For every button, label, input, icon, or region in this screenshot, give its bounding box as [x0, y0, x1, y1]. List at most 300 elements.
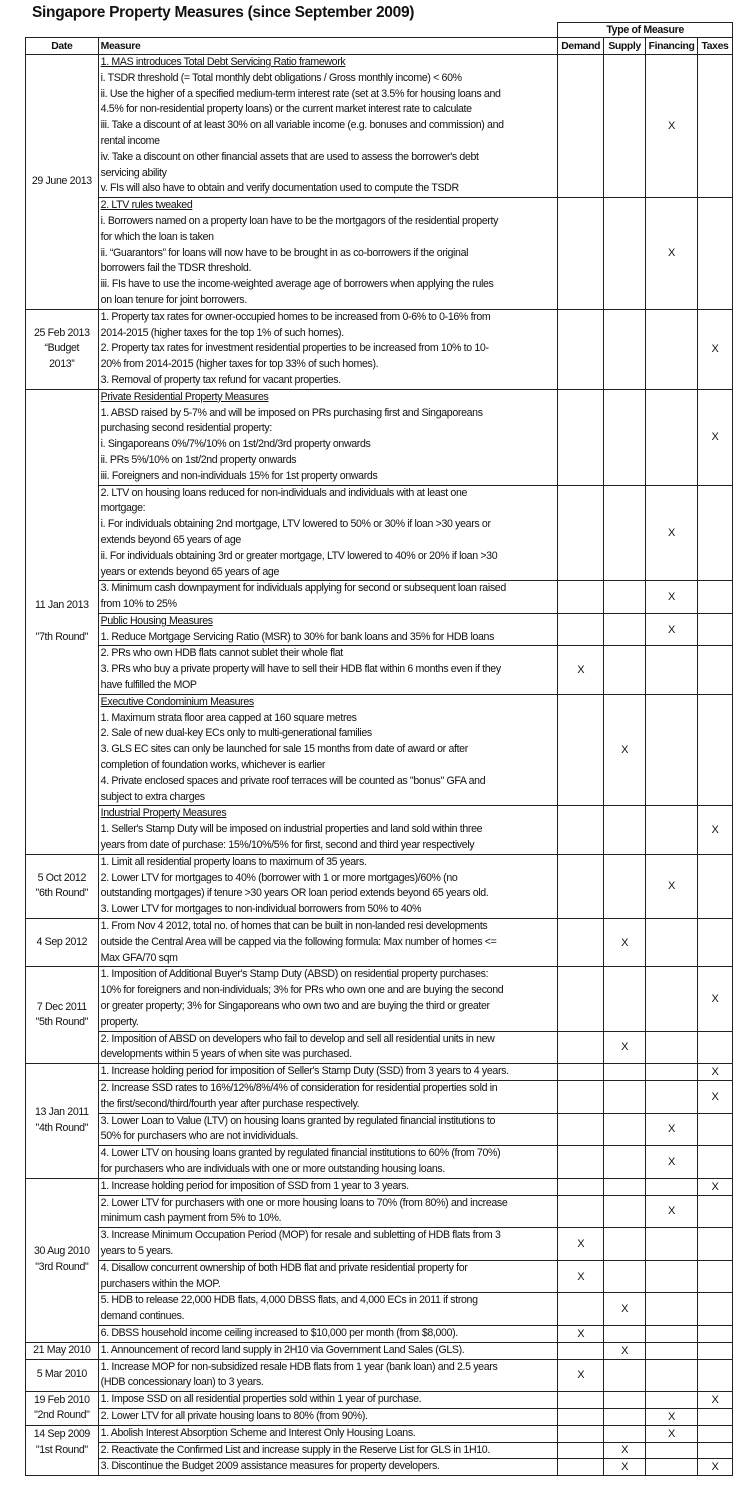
date-cell	[26, 967, 99, 1064]
financing-mark-cell	[646, 1392, 698, 1409]
measure-cell	[98, 1113, 558, 1146]
date-cell	[26, 1064, 99, 1179]
supply-mark-cell	[604, 806, 646, 854]
taxes-mark-cell	[698, 1425, 733, 1442]
measure-heading: Executive Condominium Measures	[100, 695, 254, 708]
financing-mark-cell	[646, 1459, 698, 1476]
taxes-mark-cell	[698, 485, 733, 581]
demand-mark-cell	[558, 1031, 604, 1064]
demand-mark-cell	[558, 1293, 604, 1326]
measure-line: from 10% to 25%	[100, 598, 177, 611]
demand-mark-cell	[558, 1064, 604, 1081]
measure-line: 1. Maximum strata floor area capped at 160 square metres	[100, 711, 357, 724]
taxes-mark-cell	[698, 919, 733, 967]
measure-line: developments within 5 years of when site was purchased.	[100, 1048, 352, 1061]
date-cell	[26, 1178, 99, 1342]
date-cell	[26, 854, 99, 918]
measure-cell	[98, 1293, 558, 1326]
table-row	[26, 613, 733, 646]
taxes-column-header: Taxes	[698, 38, 733, 55]
demand-mark-cell	[558, 967, 604, 1031]
measure-line: years to 5 years.	[100, 1244, 174, 1257]
taxes-mark-cell	[698, 1228, 733, 1261]
measure-line: 1. Property tax rates for owner-occupied homes to be increased from 0-6% to 0-16% from	[100, 310, 491, 323]
table-row	[26, 1325, 733, 1342]
taxes-mark-cell	[698, 1325, 733, 1342]
table-row	[26, 1228, 733, 1261]
measure-line: 3. Lower Loan to Value (LTV) on housing loans granted by regulated financial institutions to	[100, 1114, 496, 1127]
financing-mark-cell	[646, 1442, 698, 1459]
measure-line: 4. Private enclosed spaces and private roof terraces will be counted as "bonus" GFA and	[100, 774, 486, 787]
supply-mark-cell	[604, 1228, 646, 1261]
supply-mark-cell	[604, 198, 646, 310]
measure-line: for which the loan is taken	[100, 230, 214, 243]
table-row	[26, 55, 733, 198]
date-cell	[26, 1392, 99, 1426]
date-label	[26, 1458, 98, 1474]
taxes-mark-cell: X	[698, 1459, 733, 1476]
measure-line: 1. Reduce Mortgage Servicing Ratio (MSR) to 30% for bank loans and 35% for HDB loans	[100, 630, 495, 643]
date-label: 30 Aug 2010	[34, 1245, 90, 1258]
taxes-mark-cell	[698, 1342, 733, 1359]
property-measures-table	[25, 22, 733, 1476]
supply-mark-cell	[604, 309, 646, 389]
measure-cell	[98, 967, 558, 1031]
table-row	[26, 581, 733, 614]
table-row	[26, 1442, 733, 1459]
table-row	[26, 1359, 733, 1392]
measure-line: 1. Limit all residential property loans to maximum of 35 years.	[100, 855, 367, 868]
demand-mark-cell	[558, 1459, 604, 1476]
measure-line: for purchasers who are individuals with one or more outstanding housing loans.	[100, 1162, 445, 1175]
measure-line: i. For individuals obtaining 2nd mortgage, LTV lowered to 50% or 30% if loan >30 years or	[100, 518, 491, 531]
supply-mark-cell: X	[604, 1442, 646, 1459]
demand-mark-cell: X	[558, 1260, 604, 1293]
supply-mark-cell	[604, 613, 646, 646]
measure-line: Max GFA/70 sqm	[100, 951, 178, 964]
date-label: “Budget	[44, 342, 80, 355]
measure-line: 2. Lower LTV for purchasers with one or more housing loans to 70% (from 80%) and increase	[100, 1196, 508, 1209]
measure-cell	[98, 646, 558, 694]
demand-mark-cell	[558, 613, 604, 646]
measure-line: 1. Increase MOP for non-subsidized resale HDB flats from 1 year (bank loan) and 2.5 years	[100, 1360, 498, 1373]
measure-cell	[98, 806, 558, 854]
measure-cell	[98, 1178, 558, 1195]
measure-cell	[98, 1342, 558, 1359]
table-row	[26, 1408, 733, 1425]
demand-mark-cell	[558, 1408, 604, 1425]
demand-mark-cell	[558, 1146, 604, 1179]
table-row	[26, 694, 733, 806]
measure-line: 50% for purchasers who are not invidividuals.	[100, 1130, 299, 1143]
table-row	[26, 1425, 733, 1442]
demand-mark-cell	[558, 1178, 604, 1195]
date-cell	[26, 389, 99, 854]
financing-mark-cell	[646, 806, 698, 854]
measure-line: 1. Seller's Stamp Duty will be imposed on industrial properties and land sold within three	[100, 823, 483, 836]
measure-line: 2. Lower LTV for mortgages to 40% (borrower with 1 or more mortgages)/60% (no	[100, 871, 458, 884]
taxes-mark-cell: X	[698, 1064, 733, 1081]
measure-line: 3. Increase Minimum Occupation Period (MOP) for resale and subletting of HDB flats from 3	[100, 1229, 501, 1242]
measure-line: or greater property; 3% for Singaporeans who own two and are buying the third or greater	[100, 1000, 490, 1013]
measure-line: purchasing second residential property:	[100, 422, 272, 435]
supply-column-header: Supply	[604, 38, 646, 55]
measure-cell	[98, 854, 558, 918]
measure-line: 20% from 2014-2015 (higher taxes for top 33% of such homes).	[100, 358, 379, 371]
supply-mark-cell	[604, 1081, 646, 1114]
table-row	[26, 389, 733, 485]
supply-mark-cell	[604, 646, 646, 694]
date-label: 5 Mar 2010	[36, 1368, 87, 1381]
demand-mark-cell	[558, 1442, 604, 1459]
measure-heading: Industrial Property Measures	[100, 807, 227, 820]
measure-heading: 1. MAS introduces Total Debt Servicing Ratio framework	[100, 56, 346, 68]
financing-mark-cell	[646, 309, 698, 389]
measure-cell	[98, 1081, 558, 1114]
taxes-mark-cell	[698, 1442, 733, 1459]
measure-line: rental income	[100, 134, 160, 147]
date-label: 5 Oct 2012	[37, 871, 86, 884]
date-label: 29 June 2013	[31, 174, 92, 187]
demand-mark-cell	[558, 1081, 604, 1114]
date-cell	[26, 1425, 99, 1475]
measure-line: iii. Foreigners and non-individuals 15% for 1st property onwards	[100, 469, 378, 482]
taxes-mark-cell	[698, 581, 733, 614]
demand-mark-cell	[558, 1425, 604, 1442]
date-label: 11 Jan 2013	[34, 599, 89, 612]
financing-mark-cell: X	[646, 1408, 698, 1425]
supply-mark-cell	[604, 389, 646, 485]
date-label	[26, 614, 98, 630]
date-label: 25 Feb 2013	[34, 326, 90, 339]
measure-line: 2. Increase SSD rates to 16%/12%/8%/4% of consideration for residential properties sold in	[100, 1082, 498, 1094]
taxes-mark-cell	[698, 1260, 733, 1293]
financing-mark-cell	[646, 919, 698, 967]
measure-line: subject to extra charges	[100, 790, 205, 803]
supply-mark-cell	[604, 1195, 646, 1228]
measure-line: iv. Take a discount on other financial assets that are used to assess the borrower's debt	[100, 150, 479, 163]
taxes-mark-cell: X	[698, 309, 733, 389]
measure-cell	[98, 1392, 558, 1409]
measure-line: ii. For individuals obtaining 3rd or greater mortgage, LTV lowered to 40% or 20% if loan >30	[100, 549, 498, 562]
financing-mark-cell: X	[646, 1425, 698, 1442]
taxes-mark-cell	[698, 1359, 733, 1392]
supply-mark-cell: X	[604, 919, 646, 967]
supply-mark-cell	[604, 967, 646, 1031]
measure-line: i. TSDR threshold (= Total monthly debt obligations / Gross monthly income) < 60%	[100, 71, 462, 84]
measure-line: 3. GLS EC sites can only be launched for sale 15 months from date of award or after	[100, 743, 468, 756]
taxes-mark-cell	[698, 1408, 733, 1425]
demand-mark-cell	[558, 919, 604, 967]
financing-mark-cell	[646, 1178, 698, 1195]
supply-mark-cell	[604, 1392, 646, 1409]
taxes-mark-cell	[698, 1293, 733, 1326]
demand-mark-cell	[558, 198, 604, 310]
supply-mark-cell	[604, 1064, 646, 1081]
demand-mark-cell	[558, 581, 604, 614]
date-label: "2nd Round"	[34, 1409, 90, 1422]
financing-mark-cell	[646, 1228, 698, 1261]
measure-line: property.	[100, 1015, 139, 1028]
measure-line: 1. Increase holding period for imposition of Seller's Stamp Duty (SSD) from 3 years to 4 years.	[100, 1065, 509, 1078]
table-row	[26, 1081, 733, 1114]
measure-line: i. Borrowers named on a property loan have to be the mortgagors of the residential property	[100, 214, 499, 227]
demand-mark-cell	[558, 1195, 604, 1228]
measure-line: borrowers fail the TDSR threshold.	[100, 262, 252, 275]
date-label: 2013”	[49, 358, 75, 371]
table-row	[26, 1459, 733, 1476]
supply-mark-cell	[604, 1408, 646, 1425]
taxes-mark-cell	[698, 55, 733, 198]
measure-line: 2. LTV on housing loans reduced for non-individuals and individuals with at least one	[100, 486, 468, 499]
taxes-mark-cell	[698, 1031, 733, 1064]
measure-line: 3. Lower LTV for mortgages to non-individual borrowers from 50% to 40%	[100, 903, 422, 916]
measure-line: 10% for foreigners and non-individuals; 3% for PRs who own one and are buying the second	[100, 984, 504, 997]
measure-line: servicing ability	[100, 166, 167, 179]
measure-cell	[98, 1260, 558, 1293]
supply-mark-cell: X	[604, 694, 646, 806]
measure-line: i. Singaporeans 0%/7%/10% on 1st/2nd/3rd property onwards	[100, 438, 371, 451]
measure-line: 3. PRs who buy a private property will have to sell their HDB flat within 6 months even if they	[100, 663, 501, 676]
table-row	[26, 1195, 733, 1228]
measure-cell	[98, 309, 558, 389]
demand-mark-cell	[558, 55, 604, 198]
taxes-mark-cell	[698, 613, 733, 646]
date-label: 4 Sep 2012	[36, 935, 88, 948]
date-label: "7th Round"	[35, 630, 89, 643]
measure-line: ii. “Guarantors” for loans will now have to be brought in as co-borrowers if the original	[100, 246, 469, 259]
demand-column-header: Demand	[558, 38, 604, 55]
date-label: "5th Round"	[35, 1016, 89, 1029]
measure-line: demand continues.	[100, 1310, 185, 1323]
date-label: 19 Feb 2010	[34, 1393, 90, 1406]
financing-mark-cell	[646, 1064, 698, 1081]
taxes-mark-cell	[698, 198, 733, 310]
measure-line: 2. Imposition of ABSD on developers who fail to develop and sell all residential units in new	[100, 1032, 495, 1045]
table-body	[26, 55, 733, 1476]
date-cell	[26, 309, 99, 389]
demand-mark-cell: X	[558, 1228, 604, 1261]
measure-heading: 2. LTV rules tweaked	[100, 199, 193, 212]
demand-mark-cell	[558, 485, 604, 581]
demand-mark-cell	[558, 1113, 604, 1146]
measure-line: completion of foundation works, whichever is earlier	[100, 759, 326, 772]
financing-mark-cell: X	[646, 581, 698, 614]
table-row	[26, 1031, 733, 1064]
measure-line: 2. Lower LTV for all private housing loans to 80% (from 90%).	[100, 1409, 368, 1422]
measure-line: ii. PRs 5%/10% on 1st/2nd property onwards	[100, 453, 297, 466]
date-label: "6th Round"	[35, 887, 89, 900]
measure-cell	[98, 198, 558, 310]
measure-line: 2. Sale of new dual-key ECs only to multi-generational families	[100, 727, 372, 740]
measure-cell	[98, 1359, 558, 1392]
measure-line: ii. Use the higher of a specified medium-term interest rate (set at 3.5% for housing loans and	[100, 87, 501, 100]
measure-line: 1. Imposition of Additional Buyer's Stamp Duty (ABSD) on residential property purchases:	[100, 968, 489, 981]
date-label: "1st Round"	[35, 1443, 88, 1456]
financing-mark-cell: X	[646, 198, 698, 310]
supply-mark-cell	[604, 1146, 646, 1179]
supply-mark-cell	[604, 1425, 646, 1442]
measure-line: 1. Impose SSD on all residential properties sold within 1 year of purchase.	[100, 1393, 422, 1406]
date-label: 21 May 2010	[33, 1343, 91, 1356]
measure-line: 3. Discontinue the Budget 2009 assistance measures for property developers.	[100, 1460, 440, 1473]
demand-mark-cell	[558, 389, 604, 485]
measure-line: v. FIs will also have to obtain and verify documentation used to compute the TSDR	[100, 182, 459, 195]
date-cell	[26, 919, 99, 967]
measure-cell	[98, 581, 558, 614]
taxes-mark-cell: X	[698, 1178, 733, 1195]
measure-line: 2. Reactivate the Confirmed List and increase supply in the Reserve List for GLS in 1H10.	[100, 1443, 490, 1456]
supply-mark-cell: X	[604, 1031, 646, 1064]
taxes-mark-cell: X	[698, 806, 733, 854]
measure-cell	[98, 485, 558, 581]
taxes-mark-cell	[698, 694, 733, 806]
measure-line: iii. FIs have to use the income-weighted average age of borrowers when applying the rules	[100, 278, 494, 291]
table-row	[26, 485, 733, 581]
measure-line: years or extends beyond 65 years of age	[100, 565, 279, 578]
date-label: 13 Jan 2011	[34, 1106, 89, 1119]
supply-mark-cell	[604, 854, 646, 918]
measure-line: 6. DBSS household income ceiling increased to $10,000 per month (from $8,000).	[100, 1326, 458, 1339]
financing-mark-cell	[646, 967, 698, 1031]
table-row	[26, 1342, 733, 1359]
taxes-mark-cell	[698, 1195, 733, 1228]
table-row	[26, 1113, 733, 1146]
financing-mark-cell	[646, 1325, 698, 1342]
date-label: "4th Round"	[35, 1121, 89, 1134]
measure-column-header: Measure	[98, 38, 558, 55]
measure-line: the first/second/third/fourth year after purchase respectively.	[100, 1097, 360, 1110]
measure-line: outstanding mortgages) if tenure >30 years OR loan period extends beyond 65 years old.	[100, 887, 489, 900]
supply-mark-cell	[604, 485, 646, 581]
financing-mark-cell	[646, 1293, 698, 1326]
taxes-mark-cell	[698, 646, 733, 694]
measure-cell	[98, 1442, 558, 1459]
financing-mark-cell: X	[646, 485, 698, 581]
measure-line: extends beyond 65 years of age	[100, 533, 241, 546]
type-of-measure-header: Type of Measure	[558, 23, 733, 38]
table-row	[26, 309, 733, 389]
measure-line: 1. From Nov 4 2012, total no. of homes that can be built in non-landed resi developments	[100, 920, 488, 933]
measure-line: 4. Lower LTV on housing loans granted by regulated financial institutions to 60% (from 70%)	[100, 1147, 501, 1160]
financing-mark-cell	[646, 646, 698, 694]
measure-cell	[98, 1031, 558, 1064]
measure-cell	[98, 919, 558, 967]
measure-line: 1. ABSD raised by 5-7% and will be imposed on PRs purchasing first and Singaporeans	[100, 406, 483, 419]
measure-line: 2. PRs who own HDB flats cannot sublet their whole flat	[100, 647, 343, 660]
measure-line: 3. Minimum cash downpayment for individuals applying for second or subsequent loan raised	[100, 582, 506, 595]
financing-mark-cell	[646, 1031, 698, 1064]
financing-mark-cell: X	[646, 55, 698, 198]
demand-mark-cell: X	[558, 1359, 604, 1392]
supply-mark-cell	[604, 1178, 646, 1195]
measure-cell	[98, 55, 558, 198]
measure-line: purchasers within the MOP.	[100, 1277, 221, 1290]
measure-line: iii. Take a discount of at least 30% on all variable income (e.g. bonuses and commission) and	[100, 119, 504, 132]
financing-column-header: Financing	[646, 38, 698, 55]
measure-cell	[98, 1195, 558, 1228]
taxes-mark-cell	[698, 854, 733, 918]
measure-cell	[98, 1408, 558, 1425]
demand-mark-cell	[558, 854, 604, 918]
financing-mark-cell: X	[646, 1146, 698, 1179]
supply-mark-cell	[604, 1113, 646, 1146]
table-row	[26, 806, 733, 854]
financing-mark-cell: X	[646, 854, 698, 918]
measure-cell	[98, 1459, 558, 1476]
supply-mark-cell	[604, 581, 646, 614]
demand-mark-cell	[558, 806, 604, 854]
measure-line: 5. HDB to release 22,000 HDB flats, 4,000 DBSS flats, and 4,000 ECs in 2011 if strong	[100, 1294, 478, 1307]
measure-cell	[98, 694, 558, 806]
measure-heading: Public Housing Measures	[100, 614, 213, 627]
financing-mark-cell	[646, 1081, 698, 1114]
taxes-mark-cell: X	[698, 389, 733, 485]
financing-mark-cell	[646, 389, 698, 485]
measure-line: minimum cash payment from 5% to 10%.	[100, 1212, 282, 1225]
demand-mark-cell	[558, 309, 604, 389]
supply-mark-cell	[604, 1359, 646, 1392]
measure-line: 1. Announcement of record land supply in 2H10 via Government Land Sales (GLS).	[100, 1343, 465, 1356]
taxes-mark-cell: X	[698, 1081, 733, 1114]
measure-line: 4.5% for non-residential property loans) or the current market interest rate to calculate	[100, 103, 472, 116]
supply-mark-cell	[604, 1325, 646, 1342]
financing-mark-cell	[646, 1342, 698, 1359]
financing-mark-cell	[646, 1359, 698, 1392]
supply-mark-cell	[604, 55, 646, 198]
date-cell	[26, 55, 99, 310]
measure-line: 1. Increase holding period for imposition of SSD from 1 year to 3 years.	[100, 1179, 409, 1192]
supply-mark-cell: X	[604, 1342, 646, 1359]
measure-line: 1. Abolish Interest Absorption Scheme and Interest Only Housing Loans.	[100, 1426, 416, 1439]
taxes-mark-cell: X	[698, 1392, 733, 1409]
measure-cell	[98, 1228, 558, 1261]
table-row	[26, 198, 733, 310]
measure-line: 4. Disallow concurrent ownership of both HDB flat and private residential property for	[100, 1261, 468, 1274]
table-row	[26, 1146, 733, 1179]
measure-line: have fulfilled the MOP	[100, 679, 197, 692]
measure-cell	[98, 613, 558, 646]
table-row	[26, 1178, 733, 1195]
table-row	[26, 646, 733, 694]
measure-line: outside the Central Area will be capped via the following formula: Max number of homes <=	[100, 935, 497, 948]
measure-line: years from date of purchase: 15%/10%/5% for first, second and third year respectively	[100, 839, 475, 852]
taxes-mark-cell	[698, 1146, 733, 1179]
date-cell	[26, 1359, 99, 1392]
table-row	[26, 1392, 733, 1409]
table-row	[26, 1293, 733, 1326]
table-row	[26, 854, 733, 918]
financing-mark-cell: X	[646, 1113, 698, 1146]
financing-mark-cell	[646, 1260, 698, 1293]
measure-heading: Private Residential Property Measures	[100, 390, 269, 403]
table-row	[26, 1260, 733, 1293]
measure-line: mortgage:	[100, 502, 146, 515]
table-row	[26, 967, 733, 1031]
measure-line: on loan tenure for joint borrowers.	[100, 293, 247, 306]
demand-mark-cell: X	[558, 646, 604, 694]
supply-mark-cell	[604, 1260, 646, 1293]
financing-mark-cell: X	[646, 1195, 698, 1228]
date-column-header: Date	[26, 38, 99, 55]
date-label: 14 Sep 2009	[33, 1427, 90, 1440]
financing-mark-cell: X	[646, 613, 698, 646]
measure-cell	[98, 1064, 558, 1081]
measure-line: (HDB concessionary loan) to 3 years.	[100, 1376, 264, 1389]
measure-cell	[98, 1325, 558, 1342]
supply-mark-cell: X	[604, 1293, 646, 1326]
measure-cell	[98, 389, 558, 485]
